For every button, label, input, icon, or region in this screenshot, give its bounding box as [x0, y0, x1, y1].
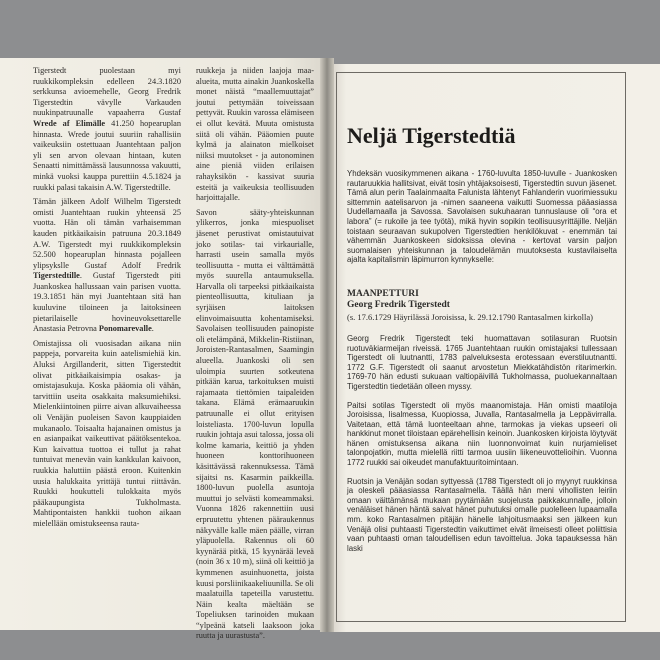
sidebar-content — [347, 83, 617, 562]
bold-name: Tigerstedtille — [33, 271, 80, 281]
paragraph: ruukkeja ja niiden laajoja maa-alueita, mutta ainakin Juankoskella monet näistä “maallemuuttajat” joutui pettymään toiveissaan pettyvät. Ruukin varossa elämiseen ei ollut kevätä. Muuta omistusta siitä oli vähän. Pääomien puute kylmä ja alainaton mielkoiset niiksi muutokset - ja autonominen aine pieniä viiden erilaisen rahayksikön - kassivat suuria esteitä ja vaikeuksia teollisuuden harjoittajalle. — [196, 66, 314, 203]
lifespan: (s. 17.6.1729 Häyrilässä Joroisissa, k. 29.12.1790 Rantasalmen kirkolla) — [347, 311, 593, 322]
paragraph: Paitsi sotilas Tigerstedt oli myös maanomistaja. Hän omisti maatiloja Joroisissa, Iisalmessa, Kuopiossa, Juvalla, Rantasalmella ja Leppävirralla. Vaitetaan, että tämä luonteeltaan ahne, tarmokas ja viekas upseeri oli hankkinut monet tiloistaan epärehellisin keinoin. Juankosken kirjoista löytyvät hänen omistuksensa aikana niin luonnonvoimat kuin nurjamieliset talonpojatkin, mutta mielellä riitti tarmoa uusiin liikeneuvottelioihin. Vuonna 1772 ruukki sai oikeudet manufaktuuritoimintaan. — [347, 400, 617, 468]
paragraph: Omistajissa oli vuosisadan aikana niin pappeja, porvareita kuin aatelismiehiä kin. Aluksi Argillanderit, sitten Tigerstedtit olivat pitkäaikaisimpia osakas- ja omistajasukuja. Koska pääomia oli vähän, tarvittiin useita osakkaita maksumiehiksi. Mielenkiintoinen piirre aivan alkuvaiheessa oli Venäjän puoleisen Savon kauppiaiden mukanaolo. Toisaalta hajanainen omistus ja en asianpaikat vaikeuttivat päätöksentekoa. Kun kaivattua tuottoa ei tullut ja rahat tuntuivat menevän vain kankkulan kaivoon, ruukkia haluttiin päästä eroon. Kuitenkin uusia halukkaita yrittäjä tuntui riittävän. Ruukki houkutteli tulokkaita myös pääkaupungista Tukholmasta. Mahtipontaisten hankkii tuohon aikaan mielellään omistukseensa rauta- — [33, 338, 181, 528]
paragraph: Tämän jälkeen Adolf Wilhelm Tigerstedt omisti Juantehtaan ruukin yhteensä 25 vuotta. Hän oli tämän varhaisemman kauden pitkäaikaisin patruuna 20.3.1849 A.W. Tigerstedt myi ruukkikompleksin 52.500 hopearuplan hinnasta pojalleen ylipsykslle Gustaf Adolf Fredrik Tigerstedtille. Gustaf Tigerstedt piti Juankoskea hallussaan vain parisen vuotta. 19.3.1851 hän myi Juantehtaan sitä han kuuluvine tiloineen ja laitoksineen pietarilaiselle hovineuvoksettarelle Anastasia Petrovna Ponomarevalle. — [33, 197, 181, 334]
bold-name: Wrede af Elimälle — [33, 118, 106, 128]
page-title: Neljä Tigerstedtiä — [347, 123, 516, 148]
left-column-2 — [196, 66, 314, 641]
paragraph: Georg Fredrik Tigerstedt teki huomattavan sotilasuran Ruotsin ruotuväkiarmeijan riveissä. 1765 Juantehtaan ruukin omistajaksi tullessaan Tigerstedt oli luutnantti, 1783 palveluksesta erotessaan everstiluutnantti. 1772 G.F. Tigerstedt oli saanut arvostetun Miekkatähdistön ritarimerkin. 1769-70 hän edusti sukuaan valtiopäivillä Tukholmassa, puoluekannaltaan Tigerstedtin tiedetään olleen myssy. — [347, 333, 617, 391]
sidebar-box — [336, 72, 626, 622]
person-name: Georg Fredrik Tigerstedt — [347, 299, 450, 310]
bold-name: Ponomarevalle — [98, 324, 152, 334]
book-spine — [320, 58, 334, 632]
left-column-1 — [33, 66, 181, 566]
intro-paragraph: Yhdeksän vuosikymmenen aikana - 1760-luvulta 1850-luvulle - Juankosken rautaruukkia hallitsivat, eivät tosin yhtäjaksoisesti, Tigerstedtin suvun jäsenet. Tämä alun perin Taalainmaalta Falunista lähtenyt Fahlanderin vuorimiessuku sittemmin aatelisarvon ja -nimen saaneena vaikutti Suomessa pääasiassa Uudellamaalla ja Savossa. Savolaisen sukuhaaran tunnuslause oli “ora et labora” (= rukoile ja tee työtä), mikä hyvin sopikin teollisuusyrittäjille. Neljän toistaan seuraavan sukupolven Tigerstedtien henkilökuvat - enemmän tai vähemmän Juankoskeen sidoksissa olevina - kertovat varsin paljon suomalaisen yhteiskunnan ja taloudelämän muutoksesta kustavilaiselta ajalta kapitalismin läpimurron kynnykselle: — [347, 169, 617, 265]
section-heading: MAANPETTURI — [347, 288, 419, 299]
paragraph: Ruotsin ja Venäjän sodan syttyessä (1788 Tigerstedt oli jo myynyt ruukkinsa ja oleskeli pääasiassa Rantasalmella. Täällä hän meni vihollisten leiriin omaan väittämänsä mukaan pyytämään suojelusta paikkakunnalle, jolloin venäläiset hänen häntä saivat hänet puhutuksi omalle puolelleen lupaamalla mm. koko Rantasalmen pitäjän hänelle lahjoitusmaaksi sen jälkeen kun Venäjä olisi puhtaasti Tigerstedtin vaikuttimet eivät ilmeisesti olleet poliittisia vaan puhtaasti oman taloudellisen edun tavoittelua. Joka tapauksessa hän laski — [347, 476, 617, 553]
paragraph: Tigerstedt puolestaan myi ruukkikompleksin edelleen 24.3.1820 serkkunsa avioemehelle, Georg Fredrik Tigerstedtin vävylle Varkauden nuukinpatruunalle vapaaherra Gustaf Wrede af Elimälle 41.250 hopearuplan hinnasta. Wrede joutui suuriin rahallisiin vaikeuksiin ostettuaan Juantehtaan paljon yli sen arvon olevaan hintaan, kuten Senaatti nimittämässä lausunnossa vakuutti, minkä vuoksi kauppa purettiin 4.5.1824 ja ruukki palasi takaisin A.W. Tigerstedtille. — [33, 66, 182, 192]
paragraph: Savon sääty-yhteiskunnan ylikerros, jonka miespuoliset jäsenet perustivat omistautuivat joko sotilas- tai virkaurialle, harrasti usein samalla myös teollisuutta - mutta ei välttämättä myös suurella antaumuksella. Harvalla oli tarpeeksi pitkäaikaista pienteollisuutta, kituliaan ja syrjäisen laitoksen elinvoimaisuutta kohentamiseksi. Savolaisen teollisuuden painopiste oli etelämpänä, Mikkelin-Ristiinan, Joroisten-Rantasalmen, Saamingin alueella. Juankoski oli sen uloimpia suurten sotkeutena pitkään karua, tarkoituksen muisti rajamaata tiettömien taipaleiden takana. Elämä erämaaruukin patruunalle ei ollut erityisen loisteliasta. 1700-luvun lopulla ruukin johtaja asui talossa, jossa oli kolme kamaria, keittiö ja yhden huoneen konttorihuoneen käsittävässä rakennuksessa. Tämä sijaitsi ns. Kasarmin paikkeilla. 1800-luvun puolella asuntoja muuttui jo selvästi komeammaksi. Vuonna 1826 rakennettiin uusi erpruutettu yhtenen pääraukennus näkyvälle kalle mäen päälle, virran yläpuolella. Rakennus oli 60 kyynärää pitkä, 15 kyynärää leveä (noin 36 x 10 m), siinä oli keittiö ja kymmenen asuinhuonetta, joista kuusi porsliinikaakeliuunilla. Se oli maalatuilla tapeteilla varustettu. Näin kealta mäeltään se Topeliuksen tarinoiden mukaan “ylpeänä katseli laaksoon joka ruutta ja uurastusta”. — [196, 207, 314, 641]
